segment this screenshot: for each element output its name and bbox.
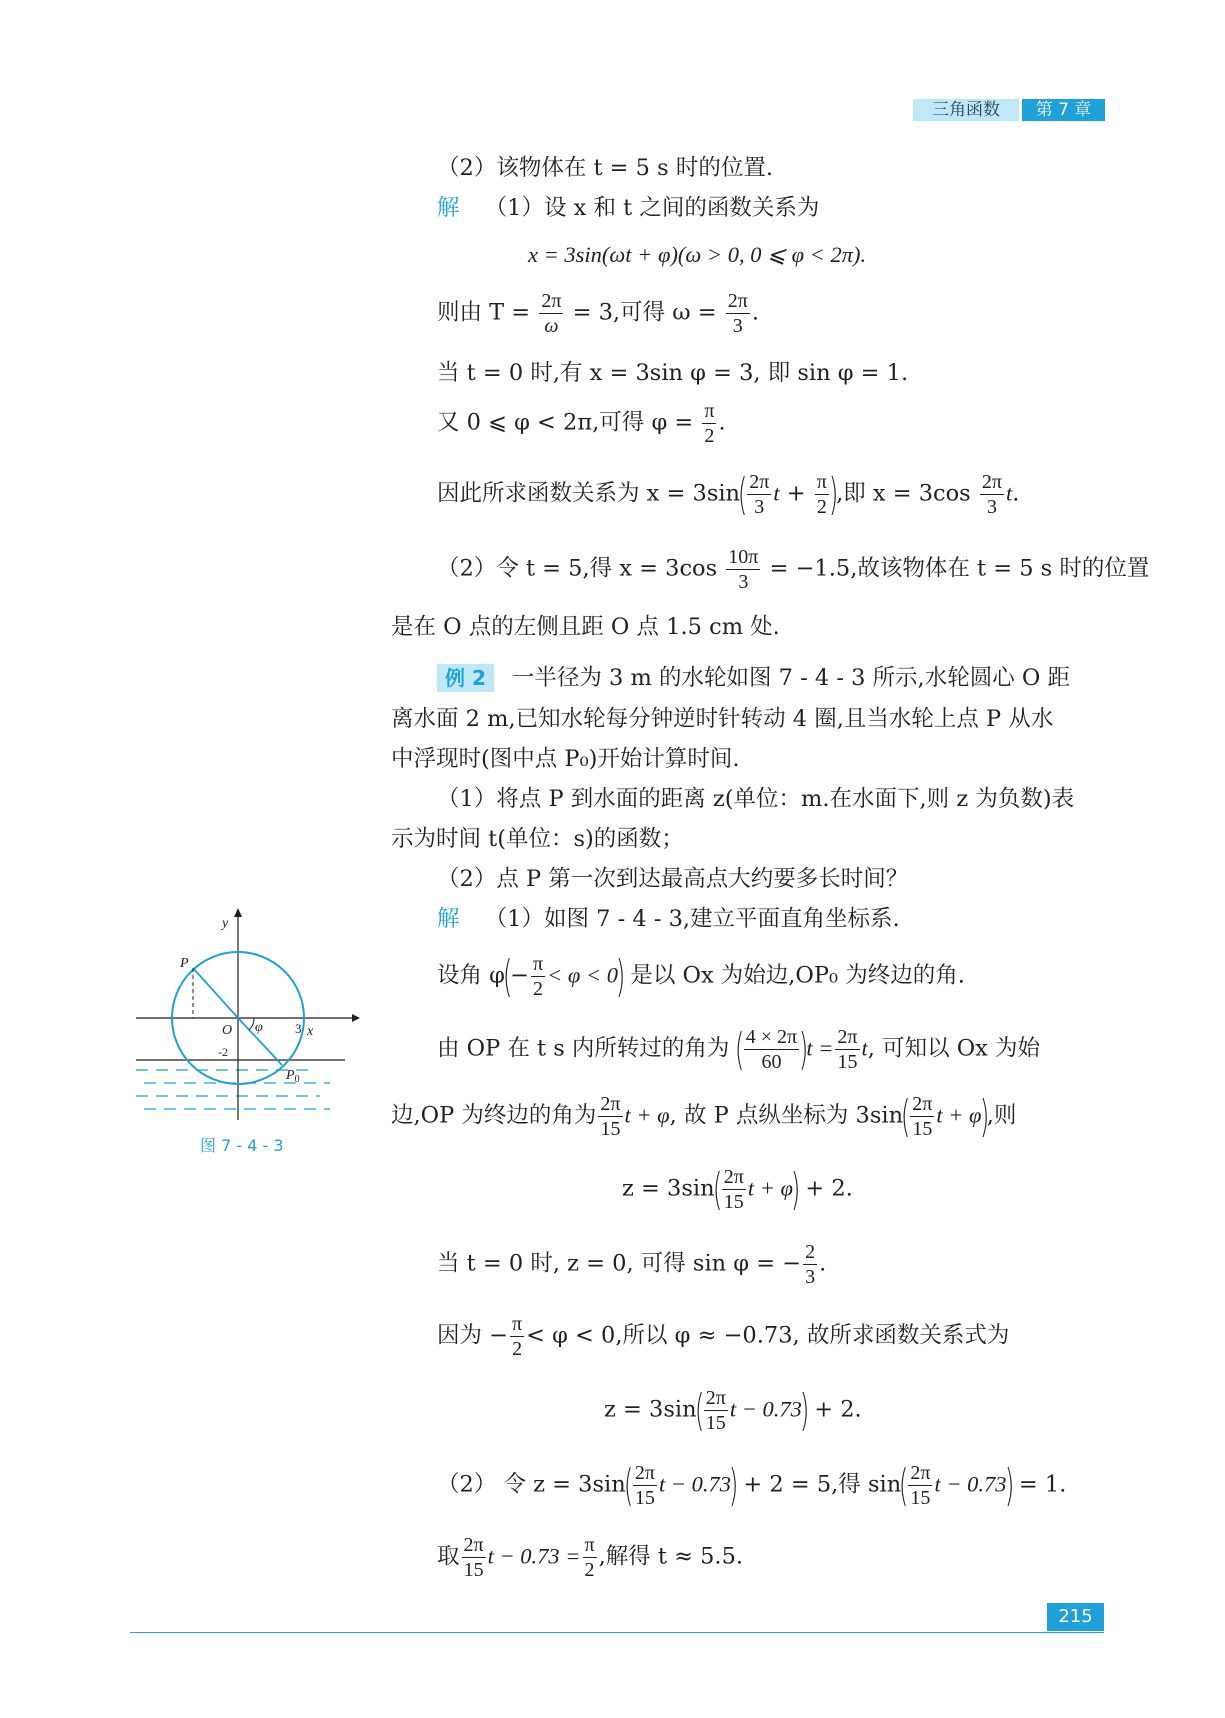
text-span: t bbox=[861, 1035, 868, 1061]
formula-line bbox=[437, 399, 726, 449]
text-span: z = 3sin bbox=[622, 1175, 715, 1202]
formula-line bbox=[437, 1533, 743, 1587]
text-span: ,即 x = 3cos bbox=[836, 480, 971, 507]
formula-line: 设角 φ(− $\frac{\pi}{2}$ < φ < 0) 是以 Ox 为始边,OP₀ 为终边的角. bbox=[437, 950, 965, 1002]
fraction: $\frac{2\pi}{3}$ bbox=[981, 471, 1002, 518]
text-span: + 2. bbox=[805, 1175, 853, 1202]
formula-line: 由 OP 在 t s 内所转过的角为 ( $\frac{4 \times 2\pi}{60}$ )t = $\frac{2\pi}{15}$ t, 可知以 Ox 为始 bbox=[437, 1023, 1041, 1075]
text-span: 是以 Ox 为始边,OP₀ 为终边的角. bbox=[630, 962, 965, 989]
text-span: = −1.5,故该物体在 t = 5 s 时的位置 bbox=[769, 555, 1150, 582]
fraction: $\frac{2\pi}{15}$ bbox=[600, 1093, 621, 1140]
text-span: ,则 bbox=[986, 1102, 1017, 1129]
text-line: 是在 O 点的左侧且距 O 点 1.5 cm 处. bbox=[391, 614, 780, 640]
text-span: = 1. bbox=[1018, 1471, 1067, 1498]
fraction: $\frac{2\pi}{15}$ bbox=[912, 1093, 933, 1140]
x-axis-label: x bbox=[307, 1024, 314, 1039]
text-span: z = 3sin bbox=[604, 1396, 697, 1423]
solve-label: 解 bbox=[437, 195, 460, 221]
text-span: < φ < 0,所以 φ ≈ −0.73, 故所求函数关系式为 bbox=[526, 1322, 1010, 1349]
text-line: 中浮现时(图中点 P₀)开始计算时间. bbox=[391, 746, 740, 772]
text-span: 取 bbox=[437, 1543, 460, 1570]
text-line: （2）点 P 第一次到达最高点大约要多长时间？ bbox=[437, 866, 909, 892]
text-span: + 2. bbox=[814, 1396, 862, 1423]
text-span: 设角 φ bbox=[437, 962, 505, 989]
text-span: 边,OP 为终边的角为 bbox=[391, 1102, 597, 1129]
solve-label: 解 bbox=[437, 906, 460, 932]
text-span: + bbox=[786, 480, 806, 507]
text-span: + 2 = 5,得 sin bbox=[743, 1471, 902, 1498]
formula-line: （2） 令 z = 3sin( $\frac{2\pi}{15}$ t − 0.73) + 2 = 5,得 sin( $\frac{2\pi}{15}$ t − 0.73) = 1. bbox=[437, 1459, 1067, 1511]
angle-label: φ bbox=[255, 1020, 263, 1035]
text-span: . bbox=[751, 299, 759, 326]
text-span: （1）如图 7 - 4 - 3,建立平面直角坐标系. bbox=[484, 906, 900, 932]
y-axis-label: y bbox=[222, 916, 229, 931]
formula-line bbox=[437, 1312, 1009, 1366]
formula-line: x = 3sin(ωt + φ)(ω > 0, 0 ⩽ φ < 2π). bbox=[528, 242, 867, 267]
formula-line: 边,OP 为终边的角为 $\frac{2\pi}{15}$ t + φ, 故 P 点纵坐标为 3sin( $\frac{2\pi}{15}$ t + φ),则 bbox=[391, 1090, 1017, 1142]
page-number: 215 bbox=[1047, 1603, 1104, 1631]
text-span: 因此所求函数关系为 x = 3sin bbox=[437, 480, 741, 507]
text-span: t − 0.73 bbox=[658, 1471, 732, 1497]
figure-caption: 图 7 - 4 - 3 bbox=[200, 1136, 284, 1155]
text-span: − bbox=[510, 962, 529, 989]
text-span: （1）设 x 和 t 之间的函数关系为 bbox=[484, 195, 820, 221]
text-span: < φ < 0 bbox=[547, 962, 619, 988]
header-section-tab: 三角函数 bbox=[913, 99, 1019, 121]
text-span: t − 0.73 = bbox=[487, 1543, 581, 1569]
fraction: $\frac{4 \times 2\pi}{60}$ bbox=[745, 1026, 798, 1073]
formula-line: z = 3sin( $\frac{2\pi}{15}$ t + φ) + 2. bbox=[622, 1163, 853, 1215]
text-line: 当 t = 0 时,有 x = 3sin φ = 3, 即 sin φ = 1. bbox=[437, 360, 909, 386]
angle-arc bbox=[249, 1018, 254, 1030]
text-span: t = bbox=[806, 1035, 834, 1061]
formula-line: 因此所求函数关系为 x = 3sin( $\frac{2\pi}{3}$ t + $\frac{\pi}{2}$ ),即 x = 3cos $\frac{2\pi}{3}$ t. bbox=[437, 468, 1020, 520]
text-line: 离水面 2 m,已知水轮每分钟逆时针转动 4 圈,且当水轮上点 P 从水 bbox=[391, 706, 1054, 732]
fraction: $\frac{2\pi}{3}$ bbox=[727, 290, 748, 337]
fraction: $\frac{\pi}{2}$ bbox=[532, 953, 544, 1000]
point-p0-label: $P_0$ bbox=[286, 1068, 300, 1085]
text-line bbox=[437, 904, 900, 934]
text-span: . bbox=[1012, 480, 1020, 507]
text-span: 一半径为 3 m 的水轮如图 7 - 4 - 3 所示,水轮圆心 O 距 bbox=[511, 665, 1070, 691]
header-chapter-tab: 第 7 章 bbox=[1022, 99, 1105, 121]
x-axis-arrow-icon bbox=[352, 1014, 360, 1022]
text-span: . bbox=[819, 1250, 827, 1277]
formula-line bbox=[437, 289, 759, 339]
y-axis-arrow-icon bbox=[234, 908, 242, 917]
text-span: 当 t = 0 时, z = 0, 可得 sin φ = − bbox=[437, 1250, 802, 1277]
text-span: t + φ bbox=[624, 1102, 670, 1128]
formula-line bbox=[437, 545, 1149, 599]
text-span: ,解得 t ≈ 5.5. bbox=[598, 1543, 744, 1570]
text-line bbox=[437, 193, 819, 223]
fraction: $\frac{2\pi}{15}$ bbox=[910, 1462, 931, 1509]
text-span: t bbox=[773, 480, 780, 506]
fraction: $\frac{2\pi}{15}$ bbox=[634, 1462, 655, 1509]
text-span: 因为 − bbox=[437, 1322, 509, 1349]
fraction: $\frac{\pi}{2}$ bbox=[816, 471, 827, 518]
text-line: （2）该物体在 t = 5 s 时的位置. bbox=[437, 155, 773, 181]
point-p-label: P bbox=[180, 956, 189, 971]
footer-rule bbox=[130, 1632, 1104, 1633]
text-span: . bbox=[718, 409, 726, 436]
formula-line bbox=[437, 1240, 826, 1294]
fraction: $\frac{2\pi}{\omega}$ bbox=[541, 290, 562, 337]
text-span: 由 OP 在 t s 内所转过的角为 bbox=[437, 1035, 730, 1062]
origin-label: O bbox=[222, 1023, 233, 1038]
text-line: 示为时间 t(单位：s)的函数； bbox=[391, 826, 684, 852]
fraction: $\frac{2\pi}{15}$ bbox=[723, 1166, 744, 1213]
water-wheel-figure bbox=[130, 905, 360, 1125]
fraction: $\frac{\pi}{2}$ bbox=[512, 1313, 523, 1360]
fraction: $\frac{\pi}{2}$ bbox=[584, 1534, 595, 1581]
fraction: $\frac{2\pi}{15}$ bbox=[705, 1387, 726, 1434]
text-span: 则由 T = bbox=[437, 299, 531, 326]
example-tag: 例 2 bbox=[437, 664, 494, 692]
text-span: 又 0 ⩽ φ < 2π,可得 φ = bbox=[437, 409, 694, 436]
text-span: t + φ bbox=[747, 1175, 793, 1201]
text-span: （2） 令 z = 3sin bbox=[437, 1471, 626, 1498]
fraction: $\frac{2\pi}{15}$ bbox=[463, 1534, 484, 1581]
text-span: t bbox=[1006, 480, 1013, 506]
text-span: t − 0.73 bbox=[934, 1471, 1007, 1497]
fraction: $\frac{2}{3}$ bbox=[805, 1241, 816, 1288]
text-span: t + φ bbox=[936, 1102, 982, 1128]
text-span: t − 0.73 bbox=[729, 1396, 802, 1422]
text-line bbox=[437, 663, 1070, 693]
fraction: $\frac{2\pi}{15}$ bbox=[837, 1026, 858, 1073]
fraction: $\frac{10\pi}{3}$ bbox=[728, 546, 759, 593]
radius-op bbox=[193, 968, 238, 1018]
formula-line: z = 3sin( $\frac{2\pi}{15}$ t − 0.73) + 2. bbox=[604, 1384, 862, 1436]
text-span: , 故 P 点纵坐标为 3sin bbox=[669, 1102, 904, 1129]
fraction: $\frac{2\pi}{3}$ bbox=[749, 471, 770, 518]
text-line: （1）将点 P 到水面的距离 z(单位：m.在水面下,则 z 为负数)表 bbox=[437, 786, 1075, 812]
text-span: = 3,可得 ω = bbox=[572, 299, 717, 326]
fraction: $\frac{\pi}{2}$ bbox=[704, 400, 715, 447]
text-span: （2）令 t = 5,得 x = 3cos bbox=[437, 555, 718, 582]
text-span: , 可知以 Ox 为始 bbox=[867, 1035, 1041, 1062]
tick-neg2-label: -2 bbox=[218, 1045, 228, 1059]
water-surface-dashes bbox=[136, 1070, 330, 1109]
tick-3-label: 3 bbox=[295, 1021, 302, 1036]
